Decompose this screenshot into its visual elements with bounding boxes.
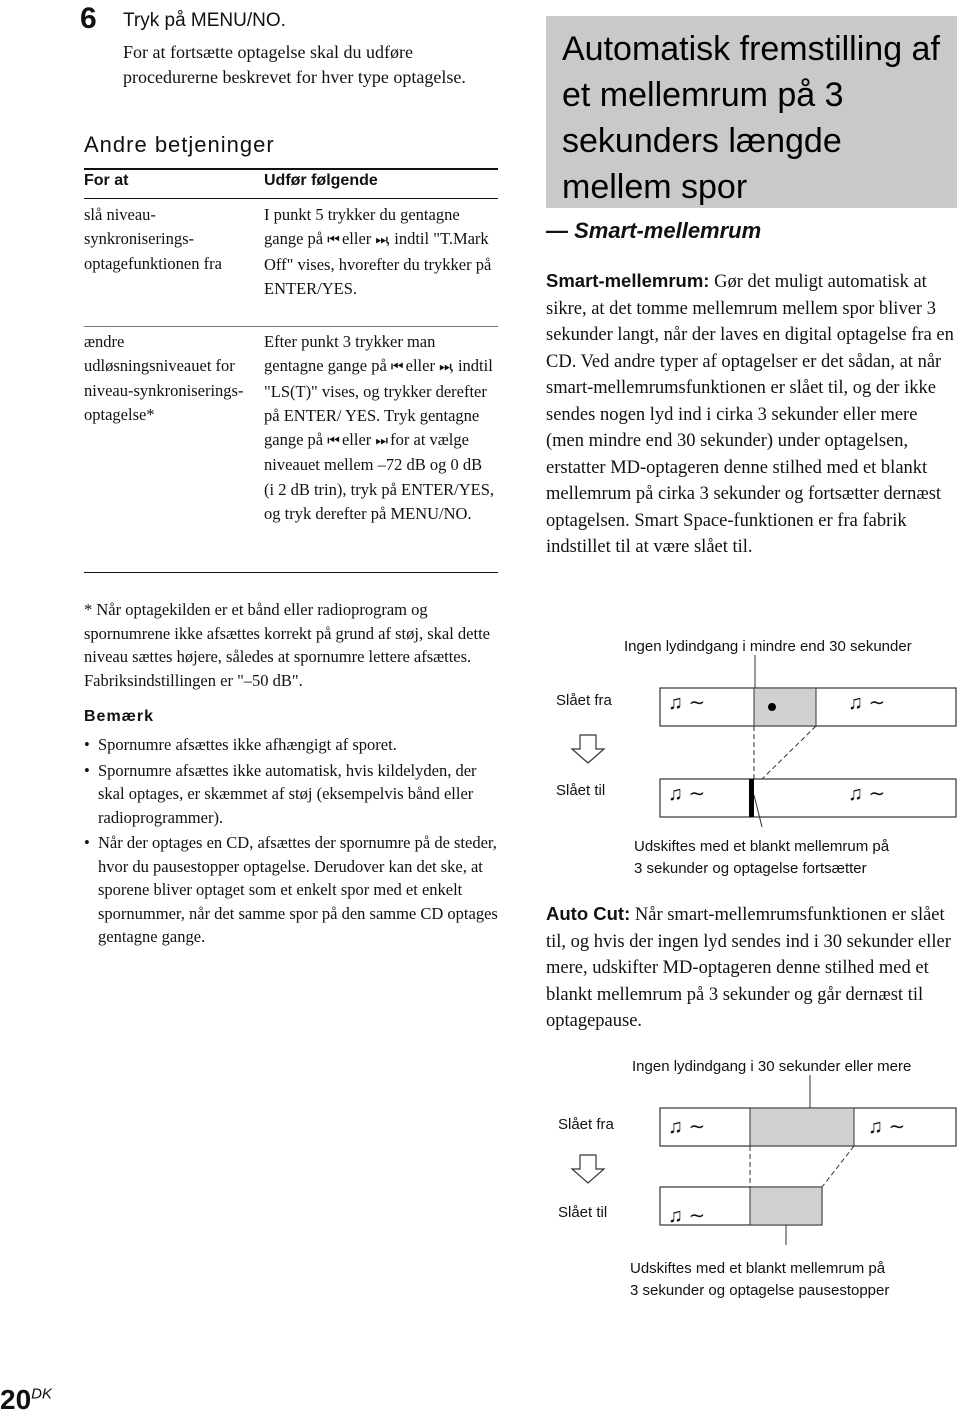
note-title: Bemærk: [84, 708, 155, 725]
auto-cut-label: Auto Cut:: [546, 903, 631, 924]
diagram2-off-label: Slået fra: [558, 1116, 614, 1133]
previous-track-icon: ⏮: [327, 433, 338, 450]
table-bottom-rule: [84, 572, 498, 573]
page-number: $20^{DK}$: [0, 1384, 52, 1415]
page-heading: Automatisk fremstilling af et mellemrum på 3 sekunders længde mellem spor: [562, 30, 940, 206]
diagram2-timeline: [540, 1075, 960, 1255]
next-track-icon: ⏭: [439, 359, 450, 376]
table-header-rule: [84, 198, 498, 199]
list-item: • Spornumre afsættes ikke automatisk, hvis kildelyden, der skal optages, er skæmmet af støj (eksempelvis bånd eller radioprogrammer).: [84, 759, 504, 830]
smart-space-paragraph: Smart-mellemrum: Gør det muligt automatisk at sikre, at det tomme mellemrum mellem spor bliver 3 sekunder langt, når der laves en digital optagelse fra en CD. Ved andre typer af optagelser er det sådan, at når smart-mellemrumsfunktionen er slået til, og der ikke sendes nogen lyd ind i cirka 3 sekunder eller mere (men mindre end 30 sekunder) under optagelsen, erstatter MD-optageren denne stilhed med et blankt mellemrum på cirka 3 sekunder og fortsætter dernæst optagelsen. Smart Space-funktionen er fra fabrik indstillet til at være slået til.: [546, 270, 954, 557]
down-arrow-icon: [572, 1155, 604, 1183]
step-text: For at fortsætte optagelse skal du udføre procedurerne beskrevet for hver type optagelse.: [123, 42, 466, 87]
next-track-icon: ⏭: [375, 232, 387, 249]
table-row-2-action: Efter punkt 3 trykker man gentagne gange på ⏮ eller ⏭, indtil "LS(T)" vises, og trykker derefter på ENTER/ YES. Tryk gentagne gange på ⏮ eller ⏭ for at vælge niveauet mellem –72 dB og 0 dB (i 2 dB trin), tryk på ENTER/YES, og tryk derefter på MENU/NO.: [264, 332, 495, 524]
section-title-other-operations: Andre betjeninger: [84, 132, 275, 157]
auto-cut-paragraph: Auto Cut: Når smart-mellemrumsfunktionen er slået til, og hvis der ingen lyd sendes ind i 30 sekunder eller mere, udskifter MD-optageren denne stilhed med et blankt mellemrum på 3 sekunder og går dernæst til optagepause.: [546, 903, 951, 1031]
footnote: [84, 598, 504, 692]
footnote-text: Når optagekilden er et bånd eller radioprogram og spornumrene ikke afsættes korrekt på grund af støj, skal dette niveau sættes højere, således at spornumre lettere afsættes. Fabriksindstillingen er "–50 dB".: [84, 600, 490, 690]
next-track-icon: ⏭: [375, 433, 387, 450]
table-header-purpose: For at: [84, 172, 129, 189]
diagram1-bottom-label: Udskiftes med et blankt mellemrum på 3 sekunder og optagelse fortsætter: [634, 838, 890, 877]
diagram1-callout-line: [754, 795, 762, 827]
music-icon: ♫ ∼: [668, 783, 706, 805]
table-row-1-purpose: slå niveau-synkroniserings-optagefunktionen fra: [84, 205, 222, 273]
table-row-2-purpose: ændre udløsningsniveauet for niveau-synkroniserings-optagelse*: [84, 332, 244, 424]
diagram2-silence-segment: [750, 1108, 854, 1146]
diagram1-off-label: Slået fra: [556, 692, 612, 709]
smart-space-label: Smart-mellemrum:: [546, 270, 710, 291]
music-icon: ♫ ∼: [668, 1116, 706, 1138]
diagram2-dash-right: [822, 1146, 854, 1187]
previous-track-icon: ⏮: [390, 359, 402, 376]
diagram2-on-label: Slået til: [558, 1204, 608, 1221]
music-icon: ♫ ∼: [668, 1205, 706, 1227]
diagram2-bottom-label: Udskiftes med et blankt mellemrum på 3 sekunder og optagelse pausestopper: [630, 1260, 890, 1299]
music-icon: ♫ ∼: [868, 1116, 906, 1138]
footnote-mark: *: [84, 600, 93, 619]
music-icon: ♫ ∼: [668, 692, 706, 714]
diagram1-dash-right: [762, 726, 816, 779]
table-row-separator: [84, 326, 498, 327]
table-header-action: Udfør følgende: [264, 172, 378, 189]
step-number: 6: [80, 2, 97, 35]
note-bullet-list: [84, 733, 504, 951]
music-icon: ♫ ∼: [848, 783, 886, 805]
down-arrow-icon: [572, 735, 604, 763]
previous-track-icon: ⏮: [327, 232, 338, 249]
diagram1-on-label: Slået til: [556, 782, 606, 799]
diagram1-blank-gap: [749, 779, 754, 817]
subtitle: — Smart-mellemrum: [546, 218, 762, 243]
diagram2-blank-gap: [750, 1187, 822, 1225]
list-item: • Når der optages en CD, afsættes der spornumre på de steder, hvor du pausestopper optagelse. Derudover kan det ske, at sporene bliver optaget som et enkelt spor med et enkelt spornummer, når det samme spor på den samme CD optages gentagne gange.: [84, 831, 504, 949]
diagram2-top-label: Ingen lydindgang i 30 sekunder eller mere: [632, 1058, 912, 1075]
music-icon: ♫ ∼: [848, 692, 886, 714]
diagram1-silence-segment: [754, 688, 816, 726]
diagram1-track-marker: [768, 703, 776, 711]
table-top-rule: [84, 168, 498, 170]
step-title: Tryk på MENU/NO.: [123, 10, 286, 31]
list-item: • Spornumre afsættes ikke afhængigt af sporet.: [84, 733, 504, 757]
table-row-1-action: I punkt 5 trykker du gentagne gange på ⏮ eller ⏭, indtil "T.Mark Off" vises, hvorefter du trykker på ENTER/YES.: [264, 205, 492, 298]
diagram1-top-label: Ingen lydindgang i mindre end 30 sekunder: [624, 638, 912, 655]
diagram1-timeline: [540, 655, 960, 835]
